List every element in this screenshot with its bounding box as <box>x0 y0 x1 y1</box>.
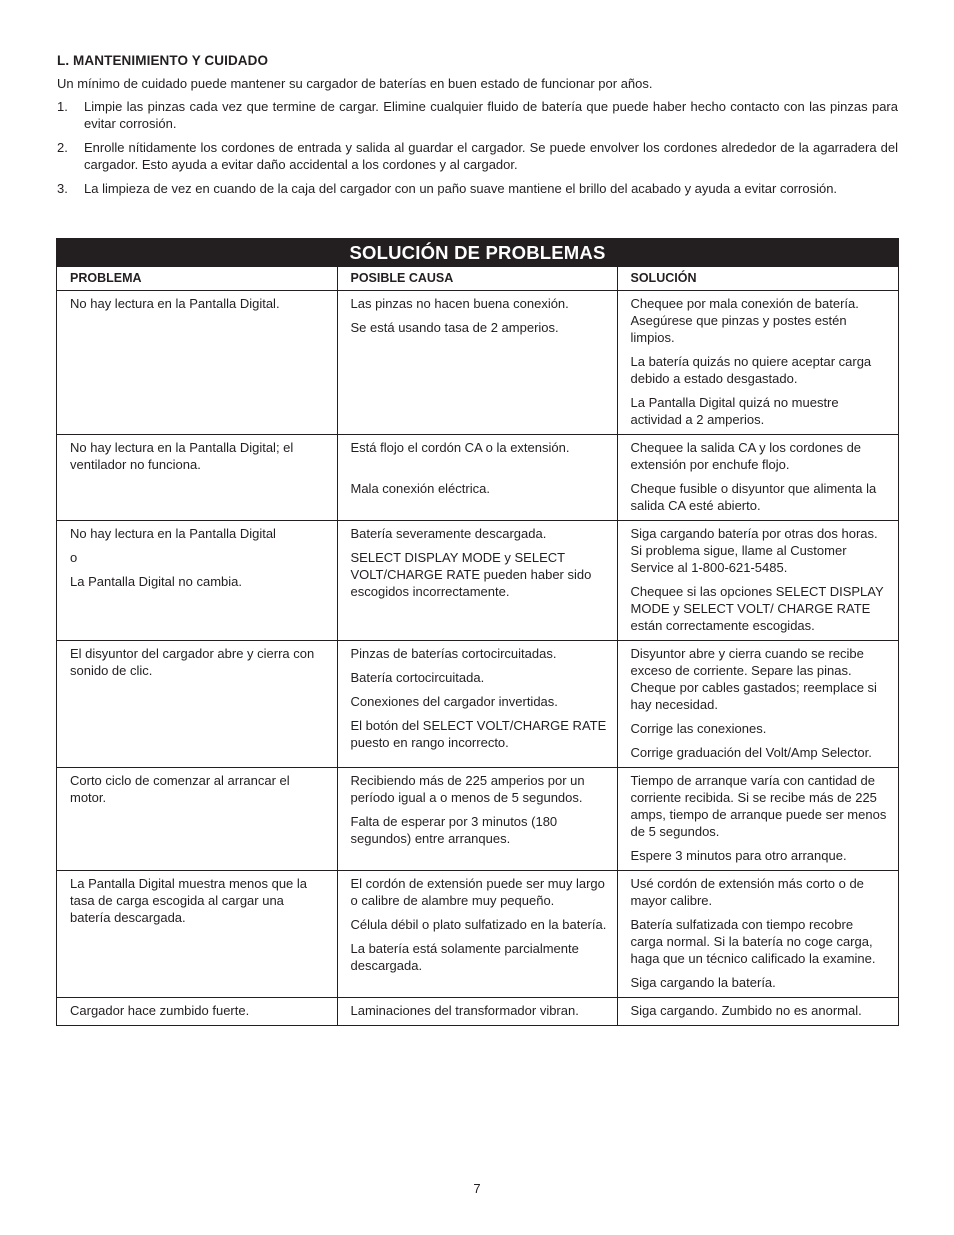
cell-text: No hay lectura en la Pantalla Digital <box>70 526 276 541</box>
cell-text: Se está usando tasa de 2 amperios. <box>350 320 559 335</box>
cell-text: No hay lectura en la Pantalla Digital. <box>70 296 280 311</box>
cell-text: No hay lectura en la Pantalla Digital; el ventilador no funciona. <box>70 440 294 472</box>
cell-text: El cordón de extensión puede ser muy largo o calibre de alambre muy pequeño. <box>350 876 605 908</box>
solution-cell <box>617 768 898 871</box>
cell-text: Corrige graduación del Volt/Amp Selector. <box>630 745 872 760</box>
cell-text: Corrige las conexiones. <box>630 721 767 736</box>
cell-text: Pinzas de baterías cortocircuitadas. <box>350 646 557 661</box>
cell-text: La Pantalla Digital no cambia. <box>70 574 242 589</box>
cell-text: o <box>70 550 78 565</box>
cell-text: Falta de esperar por 3 minutos (180 segundos) entre arranques. <box>350 814 558 846</box>
cause-cell <box>337 521 617 641</box>
table-row <box>57 871 898 998</box>
troubleshooting-title: SOLUCIÓN DE PROBLEMAS <box>57 239 898 267</box>
cell-text: Las pinzas no hacen buena conexión. <box>350 296 569 311</box>
cell-text: Batería severamente descargada. <box>350 526 547 541</box>
cell-text: SELECT DISPLAY MODE y SELECT VOLT/CHARGE RATE pueden haber sido escogidos incorrectamente. <box>350 550 592 599</box>
problem-cell <box>57 521 337 641</box>
column-header-cause: POSIBLE CAUSA <box>337 267 617 291</box>
step-number: 1. <box>57 99 68 114</box>
solution-cell <box>617 641 898 768</box>
step-number: 3. <box>57 181 68 196</box>
cell-text: Cargador hace zumbido fuerte. <box>70 1003 250 1018</box>
cell-text: Disyuntor abre y cierra cuando se recibe exceso de corriente. Separe las pinas. Cheque por cables gastados; reemplace si hay necesidad. <box>630 646 877 712</box>
troubleshooting-table <box>57 267 898 1025</box>
cell-text: Recibiendo más de 225 amperios por un período igual a o menos de 5 segundos. <box>350 773 585 805</box>
solution-cell <box>617 435 898 521</box>
problem-cell <box>57 435 337 521</box>
cause-cell <box>337 871 617 998</box>
cell-text: Mala conexión eléctrica. <box>350 481 490 496</box>
cause-cell <box>337 641 617 768</box>
cell-text: Laminaciones del transformador vibran. <box>350 1003 579 1018</box>
cause-cell <box>337 291 617 435</box>
cell-text: Chequee por mala conexión de batería. Asegúrese que pinzas y postes estén limpios. <box>630 296 859 345</box>
table-row <box>57 291 898 435</box>
cell-text: Siga cargando batería por otras dos horas. Si problema sigue, llame al Customer Service al 1-800-621-5485. <box>630 526 878 575</box>
cell-text: Está flojo el cordón CA o la extensión. <box>350 440 570 455</box>
step-number: 2. <box>57 140 68 155</box>
cell-text: Chequee si las opciones SELECT DISPLAY MODE y SELECT VOLT/ CHARGE RATE están correctamente escogidas. <box>630 584 884 633</box>
cell-text: Espere 3 minutos para otro arranque. <box>630 848 847 863</box>
problem-cell <box>57 998 337 1026</box>
cell-text: El disyuntor del cargador abre y cierra con sonido de clic. <box>70 646 315 678</box>
table-row <box>57 768 898 871</box>
table-row <box>57 435 898 521</box>
cell-text: Corto ciclo de comenzar al arrancar el motor. <box>70 773 290 805</box>
table-row <box>57 641 898 768</box>
problem-cell <box>57 641 337 768</box>
cell-text: Batería sulfatizada con tiempo recobre carga normal. Si la batería no coge carga, haga que un técnico calificado la examine. <box>630 917 876 966</box>
step-text: Limpie las pinzas cada vez que termine de cargar. Elimine cualquier fluido de batería que puede haber hecho contacto con las pinzas para evitar corrosión. <box>84 99 898 131</box>
cell-text: La batería está solamente parcialmente descargada. <box>350 941 579 973</box>
cell-text: Célula débil o plato sulfatizado en la batería. <box>350 917 607 932</box>
cause-cell <box>337 768 617 871</box>
cause-cell <box>337 435 617 521</box>
page-number: 7 <box>473 1181 481 1196</box>
cell-text: Conexiones del cargador invertidas. <box>350 694 558 709</box>
maintenance-steps <box>57 98 898 197</box>
cell-text: Batería cortocircuitada. <box>350 670 485 685</box>
cell-text: Siga cargando la batería. <box>630 975 776 990</box>
section-heading: L. MANTENIMIENTO Y CUIDADO <box>57 53 269 68</box>
solution-cell <box>617 521 898 641</box>
solution-cell <box>617 291 898 435</box>
step-text: La limpieza de vez en cuando de la caja del cargador con un paño suave mantiene el brillo del acabado y ayuda a evitar corrosión. <box>84 181 838 196</box>
cell-text: La Pantalla Digital muestra menos que la tasa de carga escogida al cargar una batería descargada. <box>70 876 308 925</box>
list-item <box>57 98 898 132</box>
table-row <box>57 521 898 641</box>
cell-text: El botón del SELECT VOLT/CHARGE RATE puesto en rango incorrecto. <box>350 718 607 750</box>
solution-cell <box>617 871 898 998</box>
step-text: Enrolle nítidamente los cordones de entrada y salida al guardar el cargador. Se puede envolver los cordones alrededor de la agarradera del cargador. Esto ayuda a evitar daño accidental a los cordones y al cargador. <box>84 140 898 172</box>
intro-text: Un mínimo de cuidado puede mantener su cargador de baterías en buen estado de funcionar por años. <box>57 76 653 91</box>
cell-text: La batería quizás no quiere aceptar carga debido a estado desgastado. <box>630 354 872 386</box>
problem-cell <box>57 291 337 435</box>
solution-cell <box>617 998 898 1026</box>
cause-cell <box>337 998 617 1026</box>
column-header-problem: PROBLEMA <box>57 267 337 291</box>
cell-text: Chequee la salida CA y los cordones de extensión por enchufe flojo. <box>630 440 862 472</box>
problem-cell <box>57 871 337 998</box>
problem-cell <box>57 768 337 871</box>
cell-text: Tiempo de arranque varía con cantidad de corriente recibida. Si se recibe más de 225 amps, tiempo de arranque puede ser menos de 5 segundos. <box>630 773 887 839</box>
cell-text: Usé cordón de extensión más corto o de mayor calibre. <box>630 876 864 908</box>
cell-text: La Pantalla Digital quizá no muestre actividad a 2 amperios. <box>630 395 839 427</box>
list-item <box>57 180 898 197</box>
maintenance-section <box>57 53 898 204</box>
table-header-row <box>57 267 898 291</box>
troubleshooting-table-box <box>56 238 899 1026</box>
list-item <box>57 139 898 173</box>
cell-text: Siga cargando. Zumbido no es anormal. <box>630 1003 862 1018</box>
cell-text: Cheque fusible o disyuntor que alimenta la salida CA esté abierto. <box>630 481 877 513</box>
column-header-solution: SOLUCIÓN <box>617 267 898 291</box>
table-row <box>57 998 898 1026</box>
